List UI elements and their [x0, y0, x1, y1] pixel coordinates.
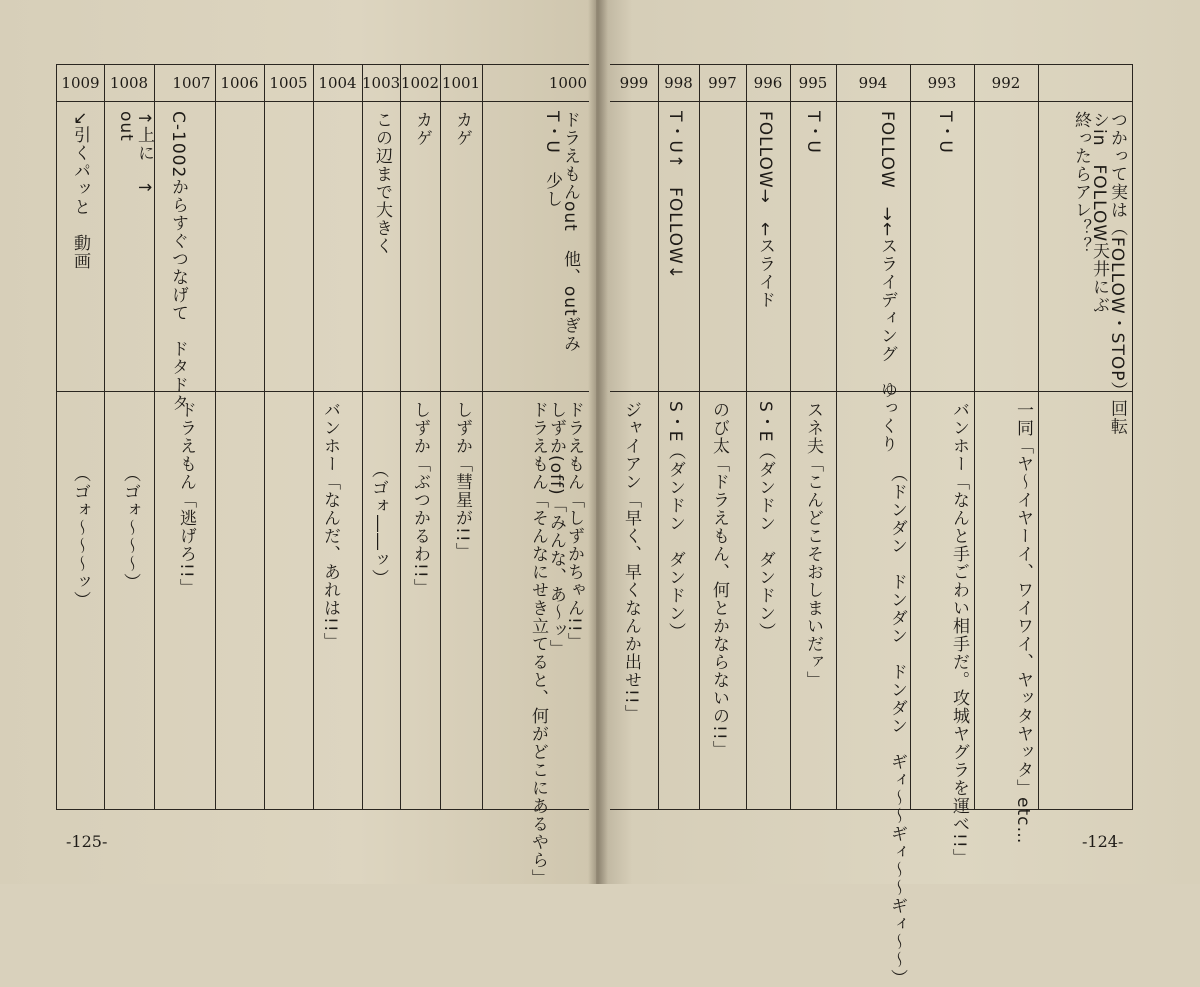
- column-line: [910, 65, 911, 809]
- camera-note: T・U: [935, 111, 955, 154]
- column-line: [699, 65, 700, 809]
- dialogue: しずか「彗星が!!」: [452, 401, 472, 561]
- page-number: -125-: [66, 832, 108, 851]
- camera-note: FOLLOW→ ←スライド: [755, 111, 775, 310]
- dialogue: スネ夫「こんどこそおしまいだァ」: [803, 401, 823, 689]
- camera-note: T・U: [803, 111, 823, 154]
- section-divider: [610, 391, 1132, 392]
- column-line: [104, 65, 105, 809]
- cut-number: 1002: [400, 74, 440, 92]
- cut-number: 1000: [548, 74, 587, 92]
- cut-number: 1003: [362, 74, 401, 92]
- dialogue: （ドンダン ドンダン ドンダン ギィ〜〜ギィ〜〜ギィ〜〜）: [887, 465, 907, 987]
- dialogue: S・E（ダンドン ダンドン）: [755, 401, 775, 641]
- cut-number: 1009: [61, 74, 100, 92]
- cut-number: 1004: [318, 74, 357, 92]
- dialogue: 一同「ヤ〜イヤーイ、ワイワイ、ヤッタヤッタ」etc…: [1013, 401, 1033, 845]
- column-line: [313, 65, 314, 809]
- column-line: [974, 65, 975, 809]
- cut-number: 1005: [269, 74, 308, 92]
- cut-number: 997: [708, 74, 737, 92]
- camera-note: ↑上に ↑ out: [116, 111, 154, 196]
- camera-note: T・U↑ FOLLOW↓: [665, 111, 685, 281]
- header-divider: [610, 101, 1132, 102]
- camera-note: つかって実は（FOLLOW・STOP）回転 シin FOLLOW天井にぶ 終ったらアレ？？: [1071, 111, 1127, 436]
- camera-note: カゲ: [412, 111, 432, 147]
- column-line: [440, 65, 441, 809]
- column-line: [154, 65, 155, 809]
- dialogue: ドラえもん「しずかちゃん!!」 しずか(off)「みんな、あ〜ッ」 ドラえもん「そんなにせき立てると、何がどこにあるやら」: [528, 401, 584, 887]
- header-divider: [57, 101, 589, 102]
- camera-note: FOLLOW →←スライディング ゆっくり: [877, 111, 897, 454]
- camera-note: C-1002からすぐつなげて ドタドタ: [168, 111, 188, 413]
- dialogue: ジャイアン「早く、早くなんか出せ!!」: [621, 401, 641, 723]
- dialogue: （ゴォ――ッ）: [368, 461, 388, 587]
- cut-number: 993: [927, 74, 957, 92]
- column-line: [746, 65, 747, 809]
- column-line: [790, 65, 791, 809]
- cut-number: 1008: [109, 74, 149, 92]
- left-page: [0, 0, 596, 887]
- dialogue: バンホー「なんと手ごわい相手だ。攻城ヤグラを運べ!!」: [949, 401, 969, 867]
- section-divider: [57, 391, 589, 392]
- book-gutter: [588, 0, 608, 884]
- dialogue: （ゴォ〜〜〜）: [120, 465, 140, 591]
- cut-number: 1001: [441, 74, 481, 92]
- camera-note: この辺まで大きく: [372, 111, 392, 255]
- dialogue: S・E（ダンドン ダンドン）: [665, 401, 685, 641]
- column-line: [658, 65, 659, 809]
- camera-note: カゲ: [452, 111, 472, 147]
- column-line: [482, 65, 483, 809]
- dialogue: のび太「ドラえもん、何とかならないの!!」: [709, 401, 729, 759]
- dialogue: バンホー「なんだ、あれは!!」: [320, 401, 340, 651]
- cut-number: 998: [664, 74, 693, 92]
- cut-number: 999: [619, 74, 649, 92]
- column-line: [836, 65, 837, 809]
- column-line: [362, 65, 363, 809]
- dialogue: （ゴォ〜〜〜ッ）: [70, 465, 90, 609]
- cut-number: 996: [753, 74, 783, 92]
- right-page: [596, 0, 1200, 987]
- camera-note: ドラえもんout 他、outぎみ T・U 少し: [542, 111, 580, 353]
- page-number: -124-: [1082, 832, 1124, 851]
- cut-number: 994: [858, 74, 888, 92]
- column-line: [1038, 65, 1039, 809]
- dialogue: しずか「ぶつかるわ!!」: [410, 401, 430, 597]
- camera-note: ↘引くパッと 動画: [70, 111, 90, 271]
- cut-number: 1007: [172, 74, 211, 92]
- column-line: [264, 65, 265, 809]
- dialogue: ドラえもん「逃げろ!!」: [176, 401, 196, 597]
- cut-number: 992: [991, 74, 1021, 92]
- cut-number: 1006: [220, 74, 259, 92]
- cut-number: 995: [798, 74, 828, 92]
- column-line: [215, 65, 216, 809]
- column-line: [400, 65, 401, 809]
